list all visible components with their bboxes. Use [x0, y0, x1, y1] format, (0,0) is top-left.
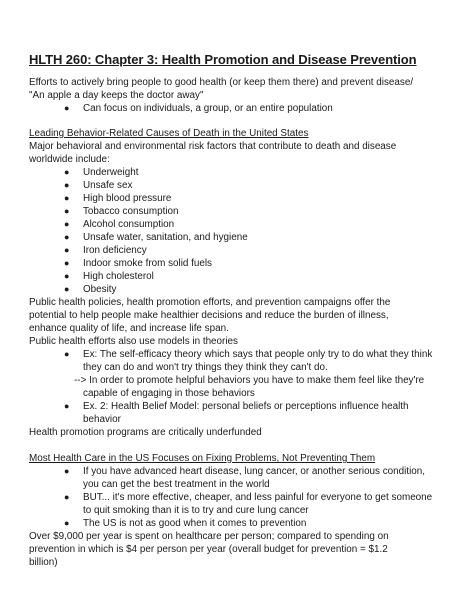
list-item: Alcohol consumption: [83, 219, 175, 230]
bullet-icon: ●: [64, 232, 70, 242]
paragraph-line: potential to help people make healthier decisions and reduce the burden of illness,: [29, 310, 389, 321]
list-item: High blood pressure: [83, 193, 172, 204]
bullet-icon: ●: [64, 349, 70, 359]
list-item: High cholesterol: [83, 271, 154, 282]
paragraph-line: Public health efforts also use models in theories: [29, 336, 238, 347]
list-item: Obesity: [83, 284, 117, 295]
paragraph-line: Over $9,000 per year is spent on healthcare per person; compared to spending on: [29, 531, 389, 542]
bullet-icon: ●: [64, 206, 70, 216]
section1-desc-2: worldwide include:: [29, 154, 110, 165]
paragraph-line: billion): [29, 557, 58, 568]
paragraph-line: prevention in which is $4 per person per year (overall budget for prevention = $1.2: [29, 544, 388, 555]
section1-heading: Leading Behavior-Related Causes of Death in the United States: [29, 128, 309, 139]
paragraph-line: Public health policies, health promotion efforts, and prevention campaigns offer the: [29, 297, 391, 308]
bullet-icon: ●: [64, 401, 70, 411]
section2-bullet-2-line-1: BUT... it's more effective, cheaper, and less painful for everyone to get someone: [83, 492, 433, 503]
section2-bullet-1-line-2: you can get the best treatment in the world: [83, 479, 270, 490]
bullet-icon: ●: [64, 466, 70, 476]
example-2-line-2: behavior: [83, 414, 121, 425]
section2-bullet-2-line-2: to quit smoking than it is to try and cure lung cancer: [83, 505, 309, 516]
list-item: Underweight: [83, 167, 139, 178]
bullet-icon: ●: [64, 245, 70, 255]
intro-bullet: Can focus on individuals, a group, or an entire population: [83, 103, 333, 114]
bullet-icon: ●: [64, 492, 70, 502]
bullet-icon: ●: [64, 167, 70, 177]
section2-heading: Most Health Care in the US Focuses on Fixing Problems, Not Preventing Them: [29, 453, 376, 464]
list-item: Indoor smoke from solid fuels: [83, 258, 212, 269]
list-item: Unsafe water, sanitation, and hygiene: [83, 232, 248, 243]
bullet-icon: ●: [64, 271, 70, 281]
section2-bullet-3: The US is not as good when it comes to prevention: [83, 518, 307, 529]
page-title: HLTH 260: Chapter 3: Health Promotion and Disease Prevention: [29, 52, 417, 67]
intro-line-1: Efforts to actively bring people to good health (or keep them there) and prevent disease/: [29, 77, 414, 88]
intro-line-2: "An apple a day keeps the doctor away": [29, 90, 204, 101]
list-item: Tobacco consumption: [83, 206, 179, 217]
section1-desc-1: Major behavioral and environmental risk factors that contribute to death and disease: [29, 141, 397, 152]
arrow-note-line-1: --> In order to promote helpful behaviors you have to make them feel like they're: [74, 375, 425, 386]
example-1-line-1: Ex: The self-efficacy theory which says that people only try to do what they think: [83, 349, 433, 360]
list-item: Iron deficiency: [83, 245, 147, 256]
example-2-line-1: Ex. 2: Health Belief Model: personal beliefs or perceptions influence health: [83, 401, 409, 412]
list-item: Unsafe sex: [83, 180, 133, 191]
example-1-line-2: they can do and won't try things they think they can't do.: [83, 362, 328, 373]
bullet-icon: ●: [64, 219, 70, 229]
bullet-icon: ●: [64, 193, 70, 203]
paragraph-line: enhance quality of life, and increase life span.: [29, 323, 229, 334]
bullet-icon: ●: [64, 103, 70, 113]
bullet-icon: ●: [64, 258, 70, 268]
arrow-note-line-2: capable of engaging in those behaviors: [83, 388, 255, 399]
bullet-icon: ●: [64, 180, 70, 190]
bullet-icon: ●: [64, 518, 70, 528]
section2-bullet-1-line-1: If you have advanced heart disease, lung cancer, or another serious condition,: [83, 466, 426, 477]
bullet-icon: ●: [64, 284, 70, 294]
paragraph-line: Health promotion programs are critically underfunded: [29, 427, 262, 438]
